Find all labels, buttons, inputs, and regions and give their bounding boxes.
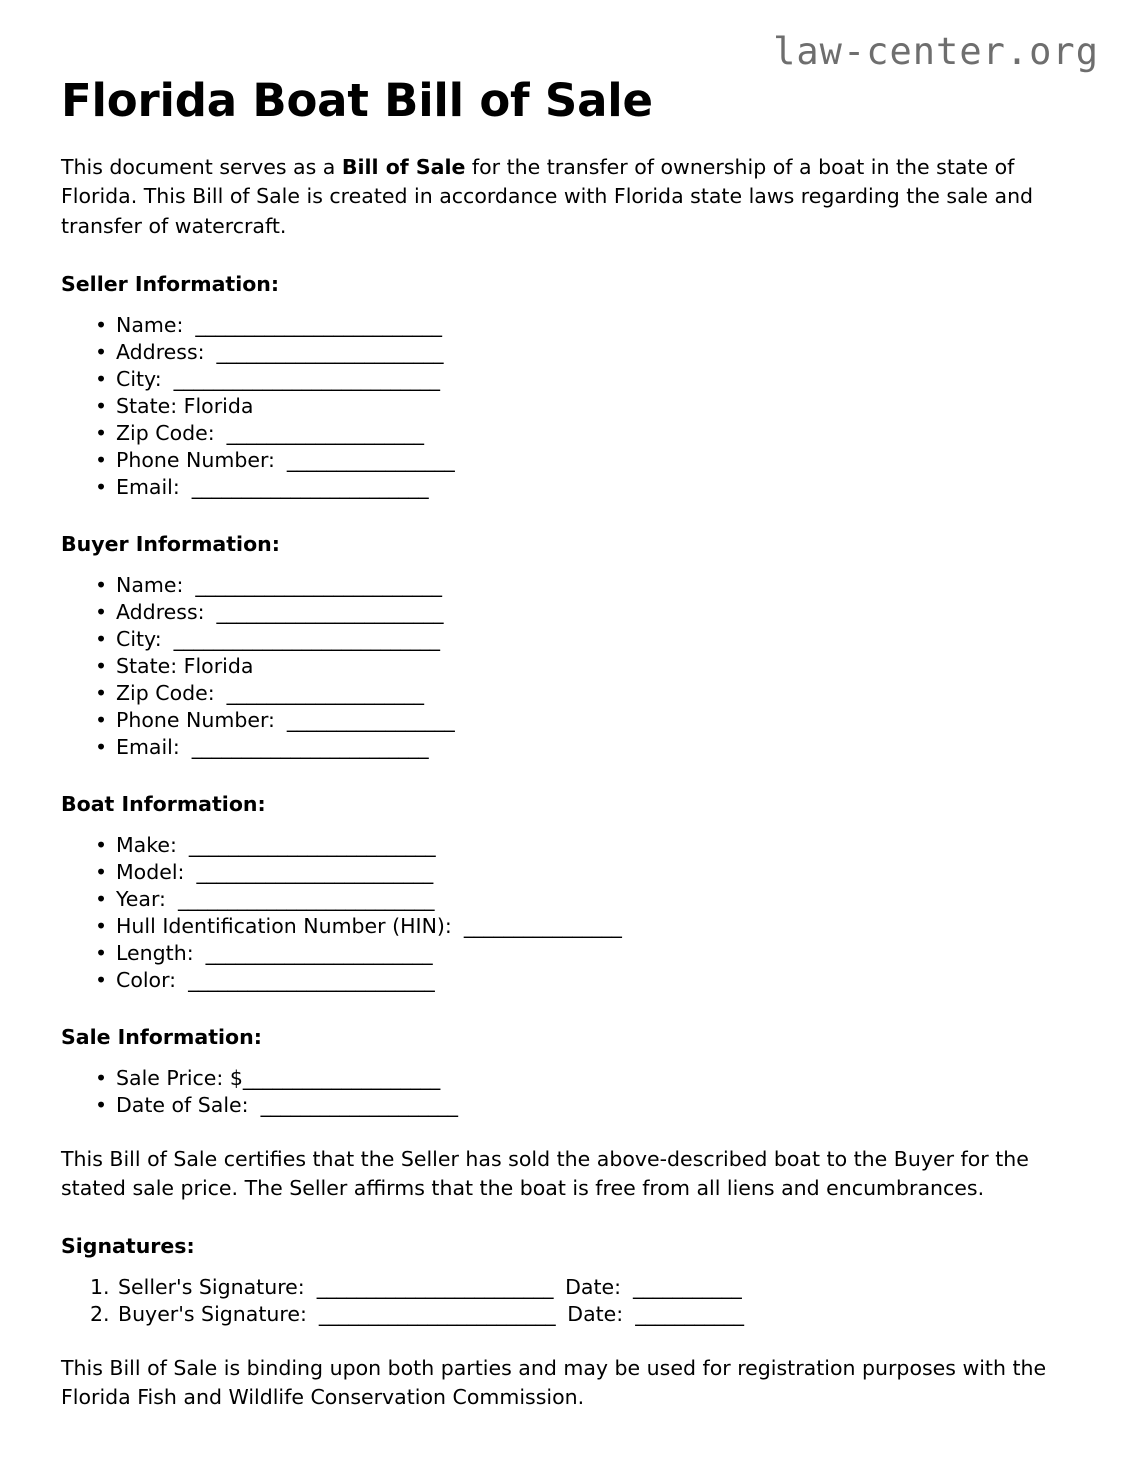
field-date-of-sale [61,1092,1073,1119]
field-label: City: [116,366,162,391]
field-blank[interactable]: ________________________ [191,734,429,759]
intro-paragraph [61,153,1071,241]
signatures-list [61,1274,1073,1328]
field-blank[interactable]: _________________________ [188,967,435,992]
field-blank[interactable]: _______________________ [205,940,433,965]
field-blank[interactable]: ___________________________ [173,626,440,651]
seller-fields-list [61,312,1073,501]
field-boat-model [61,859,1073,886]
document-content [61,74,1073,1413]
field-blank[interactable]: _________________________ [195,312,442,337]
boat-section-heading: Boat Information: [61,791,266,816]
field-label: Sale Price: $ [116,1065,243,1090]
field-label: State: Florida [116,393,254,418]
signature-row-seller [61,1274,1073,1301]
field-label: Zip Code: [116,680,215,705]
signature-label: Seller's Signature: [118,1274,305,1299]
seller-section-heading: Seller Information: [61,272,280,297]
field-boat-hin [61,913,1073,940]
binding-paragraph: This Bill of Sale is binding upon both parties and may be used for registration purposes with the Florida Fish and Wildlife Conservation Commission. [61,1355,1047,1410]
field-buyer-email [61,734,1073,761]
date-label: Date: [565,1274,622,1299]
field-label: Length: [116,940,194,965]
field-blank[interactable]: _________________ [286,707,455,732]
site-watermark: law-center.org [773,30,1099,73]
date-label: Date: [567,1301,624,1326]
field-label: Address: [116,599,205,624]
field-label: Name: [116,312,184,337]
field-seller-city [61,366,1073,393]
field-boat-year [61,886,1073,913]
field-blank[interactable]: _______________________ [216,599,444,624]
field-label: Zip Code: [116,420,215,445]
field-blank[interactable]: ____________________ [260,1092,458,1117]
field-buyer-zip [61,680,1073,707]
signature-blank[interactable]: ________________________ [316,1274,554,1299]
field-label: Hull Identification Number (HIN): [116,913,452,938]
certification-paragraph: This Bill of Sale certifies that the Seller has sold the above-described boat to the Buyer for the stated sale price. The Seller affirms that the boat is free from all liens and encumbrances. [61,1146,1029,1200]
field-buyer-city [61,626,1073,653]
buyer-fields-list [61,572,1073,761]
signatures-section-heading: Signatures: [61,1234,195,1259]
intro-text-part1: This document serves as a [61,155,342,180]
field-seller-name [61,312,1073,339]
signature-blank[interactable]: ________________________ [318,1301,556,1326]
intro-bold-term: Bill of Sale [341,155,466,180]
date-blank[interactable]: ___________ [633,1274,742,1299]
sale-section-heading: Sale Information: [61,1024,262,1049]
field-label: Email: [116,734,180,759]
field-seller-state [61,393,1073,420]
field-blank[interactable]: _______________________ [216,339,444,364]
sale-fields-list [61,1065,1073,1119]
field-seller-zip [61,420,1073,447]
field-seller-phone [61,447,1073,474]
field-label: Date of Sale: [116,1092,249,1117]
field-blank[interactable]: _________________________ [195,572,442,597]
field-blank[interactable]: ________________________ [191,474,429,499]
field-blank[interactable]: ____________________ [242,1065,440,1090]
field-boat-color [61,967,1073,994]
date-blank[interactable]: ___________ [635,1301,744,1326]
field-buyer-state [61,653,1073,680]
field-blank[interactable]: ____________________ [226,680,424,705]
field-blank[interactable]: _________________________ [188,832,436,857]
field-label: State: Florida [116,653,254,678]
page-title: Florida Boat Bill of Sale [61,74,653,127]
field-boat-length [61,940,1073,967]
field-blank[interactable]: __________________________ [177,886,435,911]
field-buyer-phone [61,707,1073,734]
field-blank[interactable]: ________________________ [196,859,433,884]
field-label: Phone Number: [116,447,275,472]
field-seller-address [61,339,1073,366]
field-buyer-address [61,599,1073,626]
field-seller-email [61,474,1073,501]
field-label: Make: [116,832,177,857]
field-buyer-name [61,572,1073,599]
boat-fields-list [61,832,1073,994]
field-label: Email: [116,474,180,499]
field-boat-make [61,832,1073,859]
field-label: Address: [116,339,205,364]
field-label: City: [116,626,162,651]
field-blank[interactable]: ____________________ [226,420,424,445]
field-label: Name: [116,572,184,597]
field-sale-price [61,1065,1073,1092]
signature-label: Buyer's Signature: [118,1301,307,1326]
field-label: Color: [116,967,177,992]
field-blank[interactable]: ________________ [463,913,622,938]
field-label: Model: [116,859,185,884]
buyer-section-heading: Buyer Information: [61,532,280,556]
field-blank[interactable]: ___________________________ [173,366,440,391]
field-blank[interactable]: _________________ [286,447,455,472]
intro-text-part2: for the transfer of ownership of a boat in the state of Florida. This Bill of Sale is created in accordance with Florida state laws regarding the sale and transfer of watercraft. [61,155,1034,238]
field-label: Year: [116,886,166,911]
field-label: Phone Number: [116,707,275,732]
signature-row-buyer [61,1301,1073,1328]
